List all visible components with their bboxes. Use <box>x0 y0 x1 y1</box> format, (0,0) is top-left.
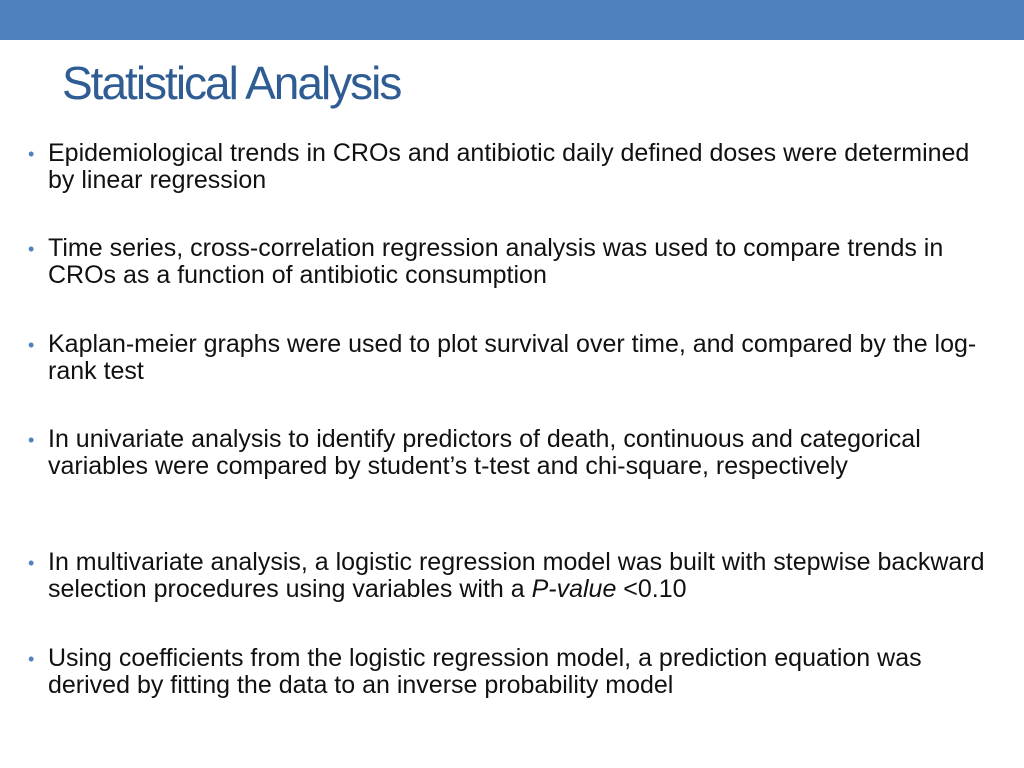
p-value-term: P-value <box>531 575 617 603</box>
bullet-text-part: In multivariate analysis, a logistic regression model was built with stepwise backward selection procedures using variables with a <box>48 548 985 603</box>
bullet-dot-icon: • <box>28 144 35 164</box>
bullet-text: Using coefficients from the logistic regression model, a prediction equation was derived by fitting the data to an inverse probability model <box>48 644 922 699</box>
bullet-text-part: <0.10 <box>616 575 687 603</box>
bullet-item <box>28 140 998 194</box>
bullet-dot-icon: • <box>28 553 35 573</box>
bullet-item <box>28 331 998 385</box>
bullet-dot-icon: • <box>28 649 35 669</box>
bullet-text: Epidemiological trends in CROs and antibiotic daily defined doses were determined by linear regression <box>48 139 970 194</box>
bullet-item <box>28 426 998 480</box>
slide-title: Statistical Analysis <box>62 57 401 109</box>
bullet-text: Kaplan-meier graphs were used to plot survival over time, and compared by the log-rank test <box>48 330 977 385</box>
bullet-text: Time series, cross-correlation regression analysis was used to compare trends in CROs as a function of antibiotic consumption <box>48 234 944 289</box>
bullet-item <box>28 645 998 699</box>
bullet-item <box>28 235 998 289</box>
bullet-dot-icon: • <box>28 239 35 259</box>
bullet-text <box>48 549 998 603</box>
bullet-dot-icon: • <box>28 430 35 450</box>
header-bar <box>0 0 1024 40</box>
bullet-dot-icon: • <box>28 335 35 355</box>
bullet-item <box>28 549 998 603</box>
bullet-text: In univariate analysis to identify predictors of death, continuous and categorical variables were compared by student’s t-test and chi-square, respectively <box>48 425 921 480</box>
